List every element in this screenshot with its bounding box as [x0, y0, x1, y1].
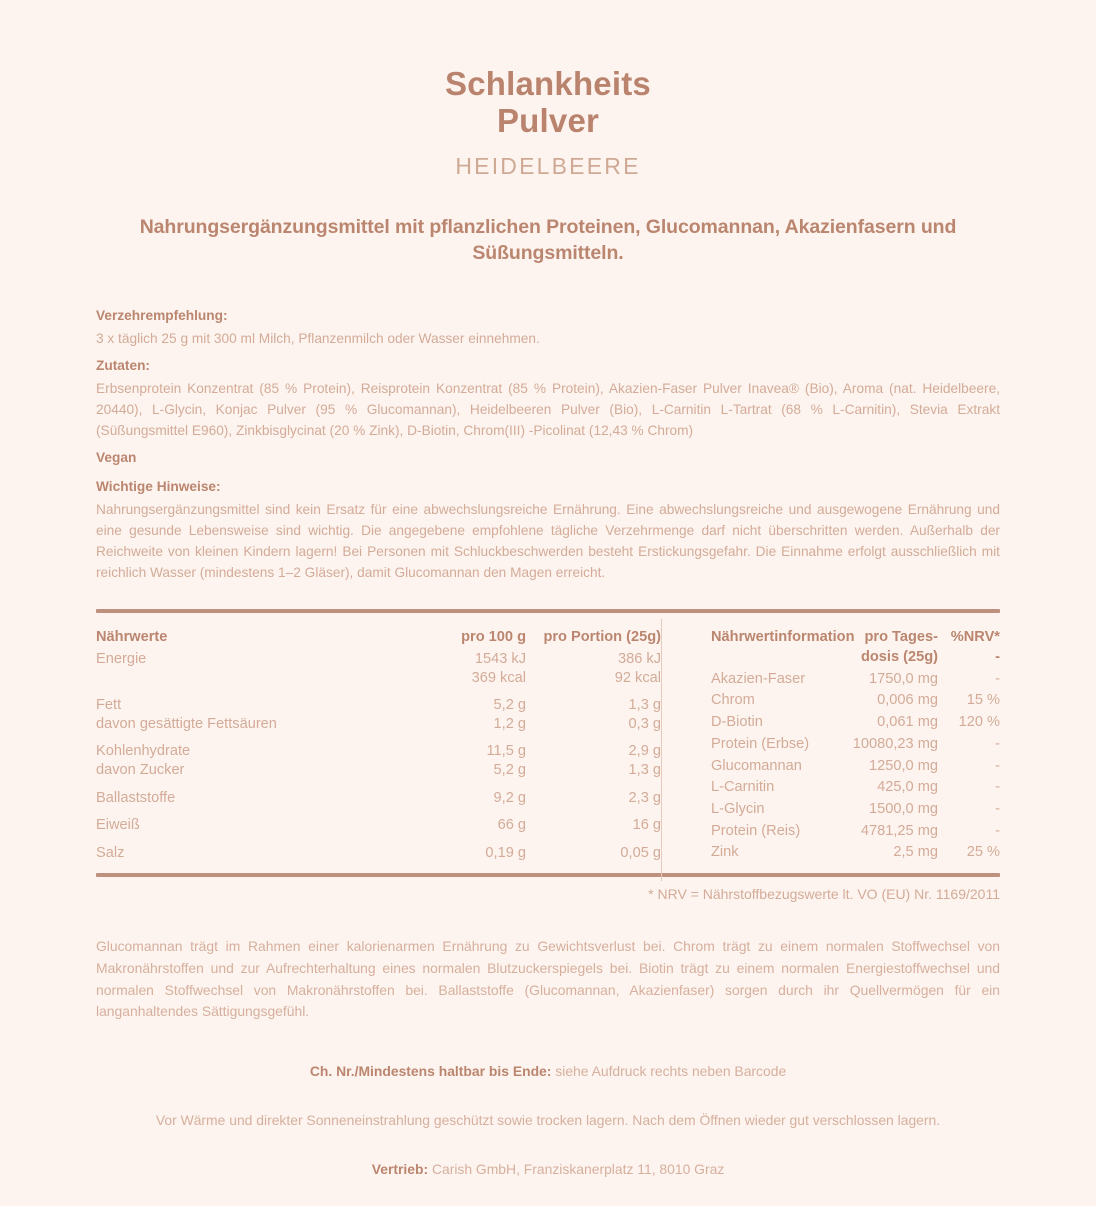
nutrition-row-portion: 1,3 g	[628, 762, 661, 778]
table-row	[711, 842, 1000, 864]
table-row	[711, 711, 1000, 733]
nutrition-row-per100: 5,2 g	[493, 762, 526, 778]
nrv-row-nrv: -	[995, 822, 1000, 839]
nrv-header-name: Nährwertinformation	[711, 629, 855, 646]
table-row	[711, 820, 1000, 842]
nrv-row-dose: 425,0 mg	[877, 779, 938, 796]
table-vertical-separator	[661, 619, 662, 881]
nutrition-row-portion: 0,3 g	[628, 715, 661, 732]
nrv-row-dose: 2,5 mg	[893, 844, 938, 861]
table-row	[96, 734, 679, 762]
distributor-line	[96, 1131, 1000, 1180]
nutrition-row-name	[96, 670, 396, 689]
nutrition-row-per100: 66 g	[497, 817, 526, 834]
batch-label: Ch. Nr./Mindestens haltbar bis Ende:	[309, 1062, 552, 1079]
nrv-row-name: Zink	[711, 844, 739, 861]
ingredients-label: Zutaten:	[96, 358, 150, 374]
nrv-row-dose: 4781,25 mg	[860, 822, 938, 839]
nrv-row-name: Protein (Reis)	[711, 822, 801, 839]
nutrition-row-name: davon Zucker	[96, 762, 185, 778]
nutrition-row-portion: 2,9 g	[628, 743, 661, 760]
nutrition-row-portion: 16 g	[632, 817, 661, 834]
nutrition-row-name: Kohlenhydrate	[96, 743, 191, 760]
table-row	[96, 648, 679, 669]
nutrition-row-name: Energie	[96, 651, 147, 668]
nutrition-row-per100: 1543 kJ	[474, 651, 526, 668]
health-claims-text: Glucomannan trägt im Rahmen einer kalorienarmen Ernährung zu Gewichtsverlust bei. Chrom trägt zu einem normalen Stoffwechsel von Makronährstoffen und zur Aufrechterhaltung eines normalen Blutzuckerspiegels bei. Biotin trägt zu einem normalen Energiestoffwechsel und normalen Stoffwechsel von Makronährstoffen bei. Ballaststoffe (Glucomannan, Akazienfaser) sorgen durch ihr Quellvermögen für ein langanhaltendes Sättigungsgefühl.	[96, 938, 1000, 1020]
nrv-row-name: Protein (Erbse)	[711, 735, 810, 752]
nrv-row-nrv: 25 %	[966, 844, 1000, 861]
nutrition-row-portion: 1,3 g	[628, 697, 661, 714]
nutrition-row-portion: 92 kcal	[614, 669, 661, 686]
nutrition-row-per100: 9,2 g	[493, 789, 526, 806]
table-row	[711, 668, 1000, 690]
table-row	[711, 776, 1000, 798]
recommendation-text: 3 x täglich 25 g mit 300 ml Milch, Pflanzenmilch oder Wasser einnehmen.	[96, 330, 540, 346]
nutrition-row-per100: 1,2 g	[493, 715, 526, 732]
nrv-row-name: Glucomannan	[711, 757, 802, 774]
ingredients-text: Erbsenprotein Konzentrat (85 % Protein), Reisprotein Konzentrat (85 % Protein), Akazien-Faser Pulver Inavea® (Bio), Aroma (nat. Heidelbeere, 20440), L-Glycin, Konjac Pulver (95 % Glucomannan), Heidelbeeren Pulver (Bio), L-Carnitin L-Tartrat (68 % L-Carnitin), Stevia Extrakt (Süßungsmittel E960), Zinkbisglycinat (20 % Zink), D-Biotin, Chrom(III) -Picolinat (12,43 % Chrom)	[96, 380, 1000, 439]
distributor-value: Carish GmbH, Franziskanerplatz 11, 8010 Graz	[431, 1160, 725, 1177]
nrv-row-nrv: -	[995, 735, 1000, 752]
info-block	[96, 266, 1000, 583]
nrv-row-nrv: 15 %	[966, 692, 1000, 709]
table-row	[96, 716, 679, 735]
nrv-row-dose: 0,061 mg	[877, 714, 938, 731]
distributor-label: Vertrieb:	[371, 1160, 429, 1177]
table-row	[96, 670, 679, 689]
batch-line	[96, 1037, 1000, 1082]
product-title-line-1: Schlankheits	[445, 65, 651, 102]
nutrition-row-portion: 0,05 g	[620, 844, 661, 861]
table-row	[96, 762, 679, 781]
nrv-row-name: L-Glycin	[711, 800, 765, 817]
tables-section	[96, 613, 1000, 863]
page-title	[96, 0, 1000, 140]
nutrition-row-per100: 11,5 g	[486, 743, 526, 760]
product-subtitle: Nahrungsergänzungsmittel mit pflanzlichen Proteinen, Glucomannan, Akazienfasern und Süßungsmitteln.	[139, 215, 957, 264]
nrv-row-dose: 1750,0 mg	[869, 670, 938, 687]
nrv-row-nrv: -	[995, 757, 1000, 774]
nrv-row-name: Akazien-Faser	[711, 670, 806, 687]
important-notes-text: Nahrungsergänzungsmittel sind kein Ersatz für eine abwechslungsreiche Ernährung. Eine abwechslungsreiche und ausgewogene Ernährung und eine gesunde Lebensweise sind wichtig. Die angegebene empfohlene tägliche Verzehrmenge darf nicht überschritten werden. Außerhalb der Reichweite von kleinen Kindern lagern! Bei Personen mit Schluckbeschwerden besteht Erstickungsgefahr. Die Einnahme erfolgt ausschließlich mit reichlich Wasser (mindestens 1–2 Gläser), damit Glucomannan den Magen erreicht.	[96, 501, 1000, 581]
nrv-row-name: L-Carnitin	[711, 779, 775, 796]
table-row	[96, 781, 679, 809]
nutrition-header-portion: pro Portion (25g)	[543, 629, 661, 646]
nrv-header-dose: pro Tages-	[864, 629, 938, 646]
nutrition-header-name: Nährwerte	[96, 629, 168, 646]
nutrition-row-name: Ballaststoffe	[96, 789, 176, 806]
table-row	[711, 690, 1000, 712]
nrv-header-second-row	[711, 648, 1000, 667]
table-row	[96, 688, 679, 716]
nrv-row-dose: 1500,0 mg	[869, 800, 938, 817]
nrv-header-dose-line2: dosis (25g)	[860, 648, 938, 665]
table-row	[711, 733, 1000, 755]
nrv-header-spacer	[711, 648, 818, 667]
table-row	[711, 798, 1000, 820]
important-notes-label: Wichtige Hinweise:	[96, 478, 221, 494]
storage-text: Vor Wärme und direkter Sonneneinstrahlung geschützt sowie trocken lagern. Nach dem Öffnen wieder gut verschlossen lagern.	[155, 1111, 941, 1128]
recommendation-label: Verzehrempfehlung:	[96, 308, 228, 324]
table-row	[711, 755, 1000, 777]
nrv-row-dose: 0,006 mg	[877, 692, 938, 709]
nrv-row-nrv: 120 %	[958, 714, 1000, 731]
nrv-table	[711, 629, 1000, 863]
table-row	[96, 808, 679, 836]
vegan-label: Vegan	[96, 450, 137, 466]
nrv-header-nrv-dash: -	[995, 648, 1000, 665]
nrv-row-nrv: -	[995, 800, 1000, 817]
product-flavor: HEIDELBEERE	[455, 152, 641, 179]
batch-value: siehe Aufdruck rechts neben Barcode	[555, 1062, 787, 1079]
nutrition-header-per100: pro 100 g	[461, 629, 526, 646]
nutrition-row-name: Eiweiß	[96, 817, 140, 834]
nrv-row-dose: 1250,0 mg	[869, 757, 938, 774]
nutrition-row-name: davon gesättigte Fettsäuren	[96, 715, 277, 732]
product-title-line-2: Pulver	[496, 101, 600, 139]
nrv-row-name: D-Biotin	[711, 714, 763, 731]
nrv-table-header-row	[711, 629, 1000, 648]
table-row	[96, 836, 679, 864]
nutrition-row-per100: 0,19 g	[485, 844, 526, 861]
nutrition-row-portion: 386 kJ	[618, 651, 661, 668]
nrv-header-nrv: %NRV*	[950, 629, 1000, 646]
nutrition-row-portion: 2,3 g	[628, 789, 661, 806]
nrv-row-nrv: -	[995, 779, 1000, 796]
nutrition-table-header-row	[96, 629, 679, 648]
nrv-row-nrv: -	[995, 670, 1000, 687]
nrv-row-name: Chrom	[711, 692, 755, 709]
nutrition-row-per100: 369 kcal	[471, 669, 526, 686]
nrv-footnote: * NRV = Nährstoffbezugswerte lt. VO (EU) Nr. 1169/2011	[648, 886, 1000, 903]
nutrition-table	[96, 629, 679, 863]
nutrition-row-name: Fett	[96, 697, 122, 714]
nutrition-row-per100: 5,2 g	[493, 697, 526, 714]
nutrition-row-name: Salz	[96, 844, 125, 861]
nrv-row-dose: 10080,23 mg	[852, 735, 938, 752]
